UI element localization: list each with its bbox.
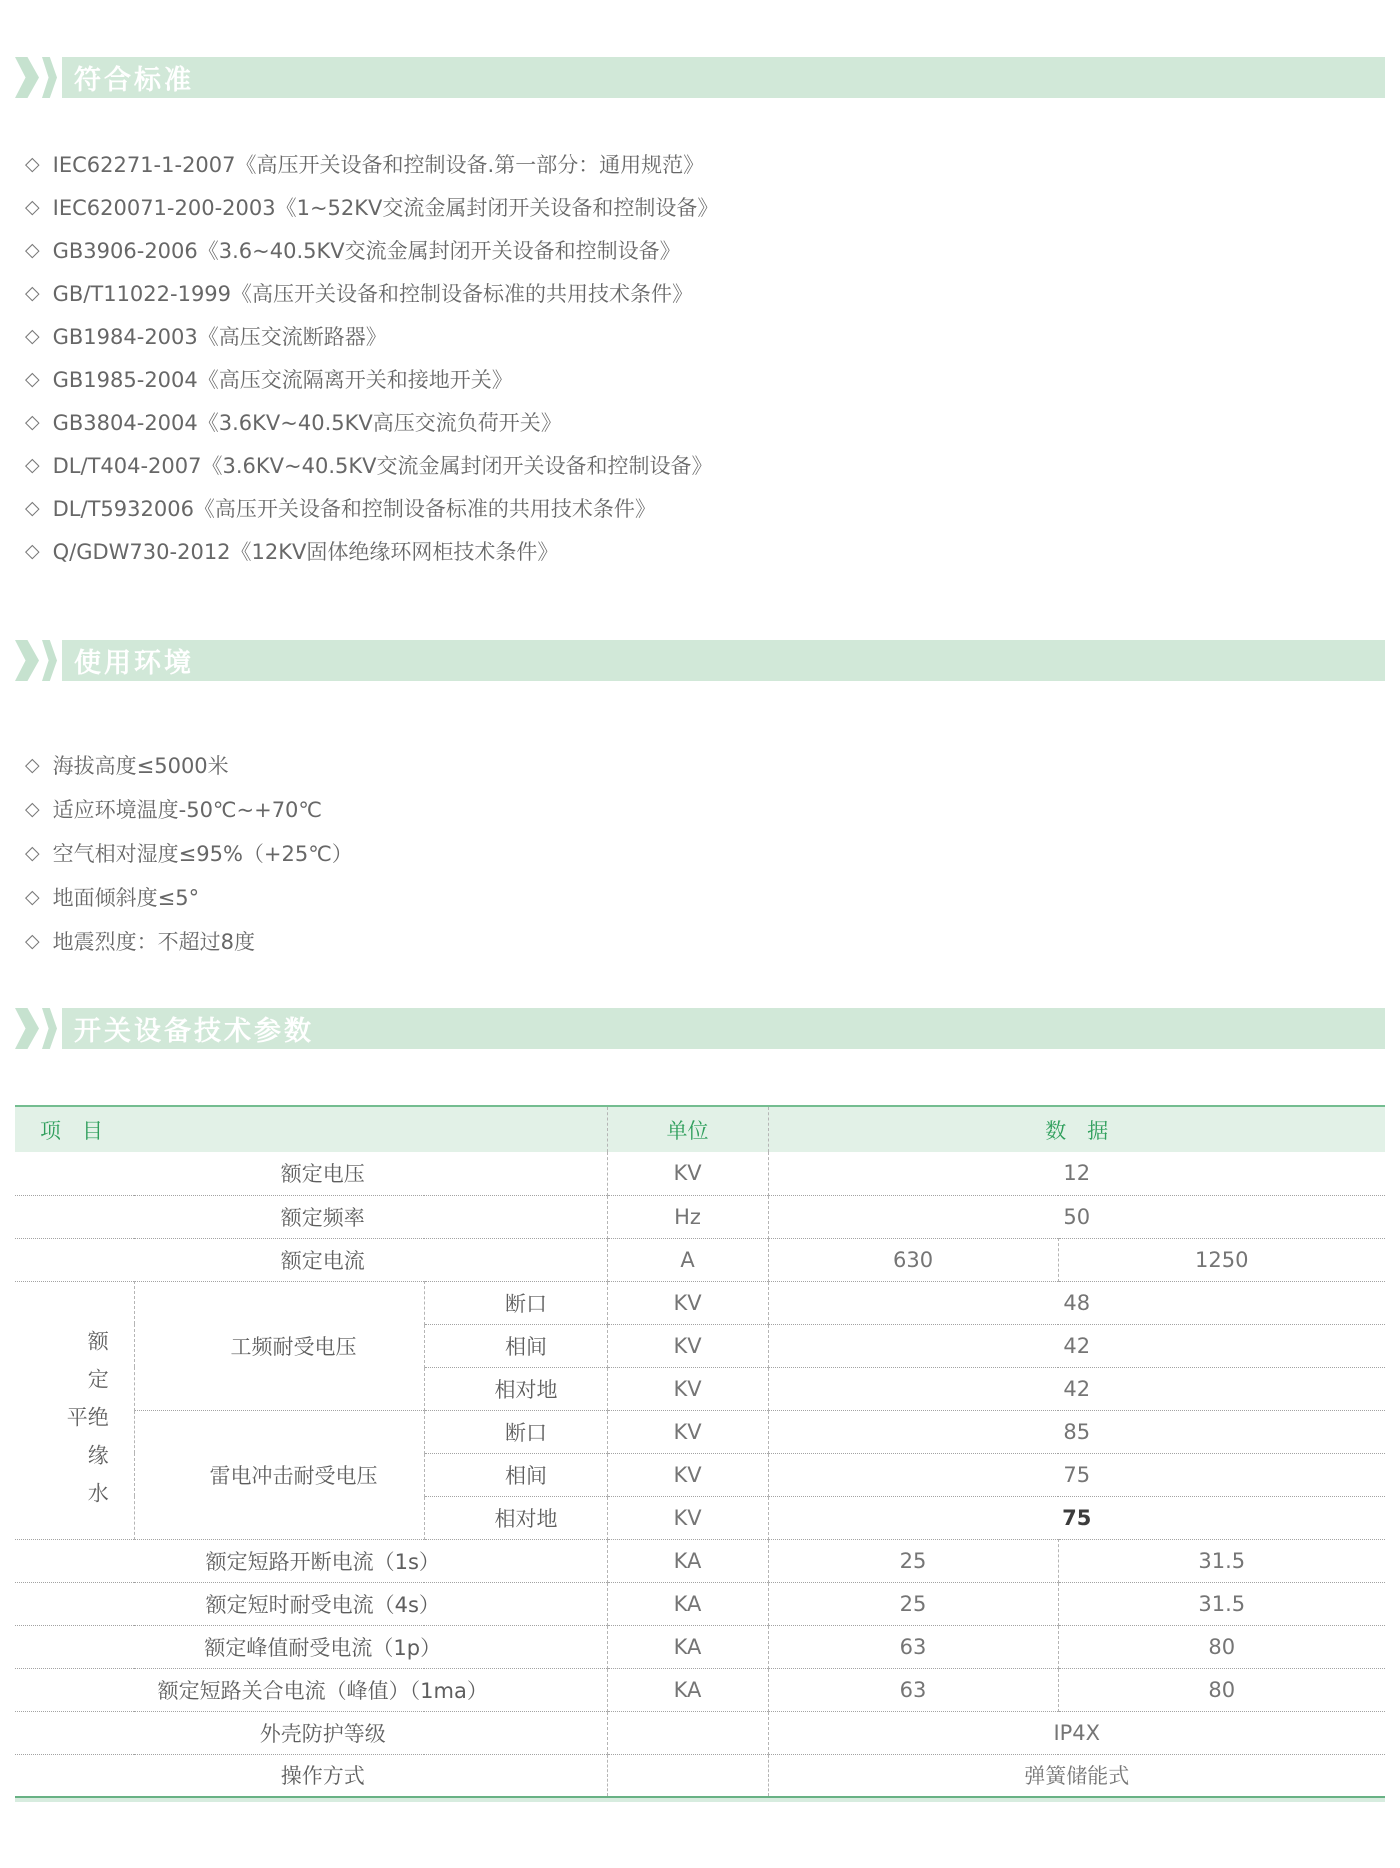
sub-item: 断口 xyxy=(424,1281,607,1324)
row-value: IP4X xyxy=(768,1711,1385,1754)
document-page xyxy=(0,57,1400,1802)
table-row-insulation xyxy=(15,1281,1385,1324)
section-title: 符合标准 xyxy=(74,65,194,96)
row-unit: KA xyxy=(607,1539,768,1582)
row-value: 42 xyxy=(768,1324,1385,1367)
list-item xyxy=(25,185,1385,228)
standard-text: GB1984-2003《高压交流断路器》 xyxy=(52,324,387,349)
table-row xyxy=(15,1625,1385,1668)
section-banner xyxy=(62,57,1385,98)
row-value: 75 xyxy=(768,1496,1385,1539)
list-item xyxy=(25,831,1385,875)
table-header-row xyxy=(15,1106,1385,1152)
row-value-1250: 1250 xyxy=(1058,1238,1385,1281)
power-freq-label: 工频耐受电压 xyxy=(134,1281,424,1410)
sub-item: 相对地 xyxy=(424,1496,607,1539)
row-label: 额定电流 xyxy=(15,1238,607,1281)
diamond-icon: ◇ xyxy=(25,886,40,908)
list-item xyxy=(25,486,1385,529)
row-label: 额定短时耐受电流（4s） xyxy=(15,1582,607,1625)
row-unit: KV xyxy=(607,1453,768,1496)
standard-text: DL/T5932006《高压开关设备和控制设备标准的共用技术条件》 xyxy=(52,496,656,521)
row-label: 操作方式 xyxy=(15,1754,607,1797)
environment-list xyxy=(15,743,1385,963)
row-value-630: 630 xyxy=(768,1238,1058,1281)
row-unit xyxy=(607,1711,768,1754)
row-label: 额定短路开断电流（1s） xyxy=(15,1539,607,1582)
section-banner xyxy=(62,1008,1385,1049)
row-unit: KV xyxy=(607,1410,768,1453)
table-row xyxy=(15,1754,1385,1797)
standard-text: GB3906-2006《3.6~40.5KV交流金属封闭开关设备和控制设备》 xyxy=(52,238,681,263)
sub-item: 断口 xyxy=(424,1410,607,1453)
row-value: 弹簧储能式 xyxy=(768,1754,1385,1797)
section-title: 开关设备技术参数 xyxy=(74,1016,314,1047)
row-unit: KV xyxy=(607,1496,768,1539)
section-banner xyxy=(62,640,1385,681)
row-value: 50 xyxy=(768,1195,1385,1238)
insulation-group-label: 额定绝缘水平 xyxy=(15,1281,134,1539)
list-item xyxy=(25,443,1385,486)
table-row xyxy=(15,1195,1385,1238)
standard-text: GB3804-2004《3.6KV~40.5KV高压交流负荷开关》 xyxy=(52,410,562,435)
environment-text: 地面倾斜度≤5° xyxy=(52,886,200,910)
row-unit: KA xyxy=(607,1668,768,1711)
chevron-right-icon xyxy=(42,640,57,681)
row-unit: KV xyxy=(607,1152,768,1195)
list-item xyxy=(25,743,1385,787)
environment-text: 地震烈度：不超过8度 xyxy=(52,930,255,954)
standard-text: GB1985-2004《高压交流隔离开关和接地开关》 xyxy=(52,367,513,392)
section-title: 使用环境 xyxy=(74,648,194,679)
row-value-80: 80 xyxy=(1058,1668,1385,1711)
standard-text: DL/T404-2007《3.6KV~40.5KV交流金属封闭开关设备和控制设备》 xyxy=(52,453,713,478)
diamond-icon: ◇ xyxy=(25,152,40,175)
table-row xyxy=(15,1582,1385,1625)
list-item xyxy=(25,919,1385,963)
table-row xyxy=(15,1539,1385,1582)
row-value: 48 xyxy=(768,1281,1385,1324)
diamond-icon: ◇ xyxy=(25,453,40,476)
row-label: 额定峰值耐受电流（1p） xyxy=(15,1625,607,1668)
diamond-icon: ◇ xyxy=(25,324,40,347)
diamond-icon: ◇ xyxy=(25,410,40,433)
row-value: 85 xyxy=(768,1410,1385,1453)
sub-item: 相对地 xyxy=(424,1367,607,1410)
row-value-63: 63 xyxy=(768,1625,1058,1668)
standard-text: Q/GDW730-2012《12KV固体绝缘环网柜技术条件》 xyxy=(52,539,559,564)
row-label: 额定频率 xyxy=(15,1195,607,1238)
diamond-icon: ◇ xyxy=(25,798,40,820)
list-item xyxy=(25,875,1385,919)
section-header-standards xyxy=(15,57,1385,98)
list-item xyxy=(25,357,1385,400)
table-bottom-rule xyxy=(15,1798,1385,1802)
row-unit: KA xyxy=(607,1582,768,1625)
section-header-parameters xyxy=(15,1008,1385,1049)
column-header-item: 项 目 xyxy=(15,1106,607,1152)
row-value: 42 xyxy=(768,1367,1385,1410)
row-unit: A xyxy=(607,1238,768,1281)
row-label: 额定短路关合电流（峰值）（1ma） xyxy=(15,1668,607,1711)
row-value-31-5: 31.5 xyxy=(1058,1582,1385,1625)
diamond-icon: ◇ xyxy=(25,281,40,304)
row-value-25: 25 xyxy=(768,1539,1058,1582)
diamond-icon: ◇ xyxy=(25,930,40,952)
row-label: 外壳防护等级 xyxy=(15,1711,607,1754)
row-value-31-5: 31.5 xyxy=(1058,1539,1385,1582)
sub-item: 相间 xyxy=(424,1453,607,1496)
environment-text: 空气相对湿度≤95%（+25℃） xyxy=(52,842,353,866)
lightning-label: 雷电冲击耐受电压 xyxy=(134,1410,424,1539)
row-value: 12 xyxy=(768,1152,1385,1195)
diamond-icon: ◇ xyxy=(25,238,40,261)
parameters-table xyxy=(15,1105,1385,1798)
row-unit: KV xyxy=(607,1281,768,1324)
row-unit: KV xyxy=(607,1367,768,1410)
diamond-icon: ◇ xyxy=(25,496,40,519)
standards-list xyxy=(15,142,1385,572)
row-value-80: 80 xyxy=(1058,1625,1385,1668)
environment-text: 适应环境温度-50℃~+70℃ xyxy=(52,798,323,822)
standard-text: GB/T11022-1999《高压开关设备和控制设备标准的共用技术条件》 xyxy=(52,281,694,306)
row-unit: KV xyxy=(607,1324,768,1367)
list-item xyxy=(25,529,1385,572)
table-row xyxy=(15,1711,1385,1754)
standard-text: IEC620071-200-2003《1~52KV交流金属封闭开关设备和控制设备》 xyxy=(52,195,719,220)
table-row xyxy=(15,1668,1385,1711)
row-label: 额定电压 xyxy=(280,1162,365,1187)
section-header-environment xyxy=(15,640,1385,681)
table-row xyxy=(15,1152,1385,1195)
diamond-icon: ◇ xyxy=(25,842,40,864)
list-item xyxy=(25,271,1385,314)
list-item xyxy=(25,787,1385,831)
chevron-right-icon xyxy=(42,1008,57,1049)
column-header-data: 数 据 xyxy=(768,1106,1385,1152)
row-value-63: 63 xyxy=(768,1668,1058,1711)
diamond-icon: ◇ xyxy=(25,367,40,390)
chevron-right-icon xyxy=(15,1008,39,1049)
row-unit: KA xyxy=(607,1625,768,1668)
list-item xyxy=(25,142,1385,185)
chevron-right-icon xyxy=(15,57,39,98)
column-header-unit: 单位 xyxy=(607,1106,768,1152)
list-item xyxy=(25,400,1385,443)
environment-text: 海拔高度≤5000米 xyxy=(52,754,229,778)
table-row xyxy=(15,1238,1385,1281)
row-unit: Hz xyxy=(607,1195,768,1238)
row-value-25: 25 xyxy=(768,1582,1058,1625)
standard-text: IEC62271-1-2007《高压开关设备和控制设备.第一部分：通用规范》 xyxy=(52,152,705,177)
list-item xyxy=(25,314,1385,357)
diamond-icon: ◇ xyxy=(25,195,40,218)
chevron-right-icon xyxy=(42,57,57,98)
list-item xyxy=(25,228,1385,271)
table-row-insulation xyxy=(15,1410,1385,1453)
chevron-right-icon xyxy=(15,640,39,681)
row-unit xyxy=(607,1754,768,1797)
diamond-icon: ◇ xyxy=(25,754,40,776)
row-value: 75 xyxy=(768,1453,1385,1496)
diamond-icon: ◇ xyxy=(25,539,40,562)
sub-item: 相间 xyxy=(424,1324,607,1367)
